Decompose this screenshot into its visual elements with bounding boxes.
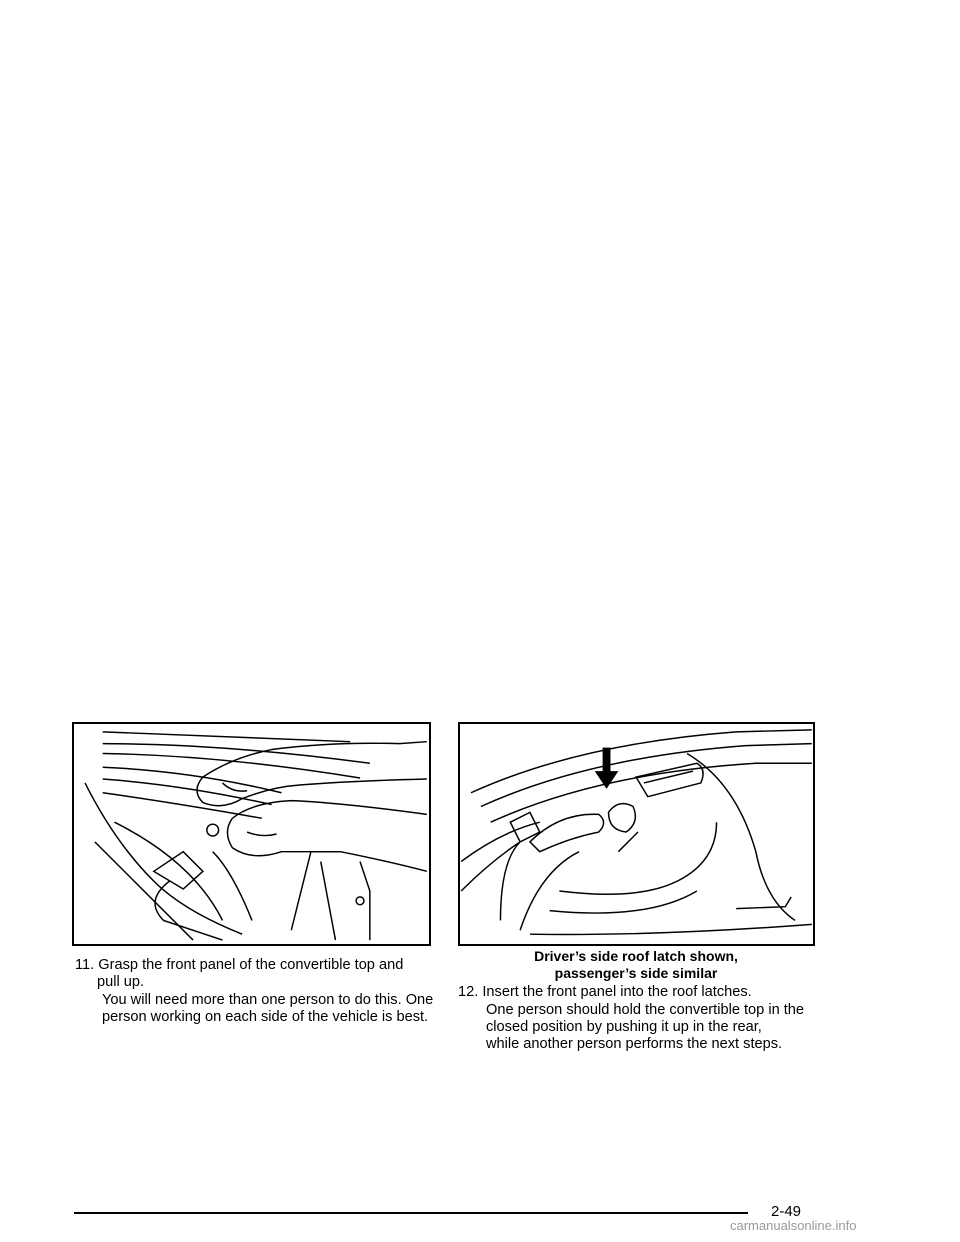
- step-12-note-line-1: One person should hold the convertible top in the: [486, 1002, 805, 1018]
- figure-caption: [480, 948, 792, 982]
- step-11-note: [102, 992, 437, 1026]
- step-12-note: [486, 1002, 816, 1053]
- step-11-number: 11.: [75, 957, 95, 973]
- step-11-note-line-2: person working on each side of the vehicle is best.: [102, 1009, 429, 1025]
- caption-line-2: passenger’s side similar: [554, 965, 718, 981]
- arrow-down-icon: [603, 748, 611, 774]
- illustration-roof-latch: [458, 722, 815, 946]
- step-12-number: 12.: [458, 984, 479, 1000]
- hands-pulling-panel-drawing: [74, 724, 429, 944]
- step-11-text-continued: pull up.: [97, 974, 145, 990]
- step-12: [458, 984, 818, 1001]
- step-12-note-line-2: closed position by pushing it up in the rear,: [486, 1019, 762, 1035]
- illustration-pull-front-panel: [72, 722, 431, 946]
- step-12-note-line-3: while another person performs the next steps.: [486, 1036, 783, 1052]
- step-11-text: Grasp the front panel of the convertible top and: [98, 957, 404, 973]
- watermark: carmanualsonline.info: [730, 1218, 857, 1233]
- step-11-note-line-1: You will need more than one person to do this. One: [102, 992, 434, 1008]
- caption-line-1: Driver’s side roof latch shown,: [534, 948, 738, 964]
- step-12-text: Insert the front panel into the roof latches.: [482, 984, 752, 1000]
- page-number: 2-49: [771, 1203, 802, 1220]
- roof-latch-drawing: [460, 724, 813, 944]
- footer-rule: [74, 1212, 748, 1214]
- step-11: [75, 957, 435, 991]
